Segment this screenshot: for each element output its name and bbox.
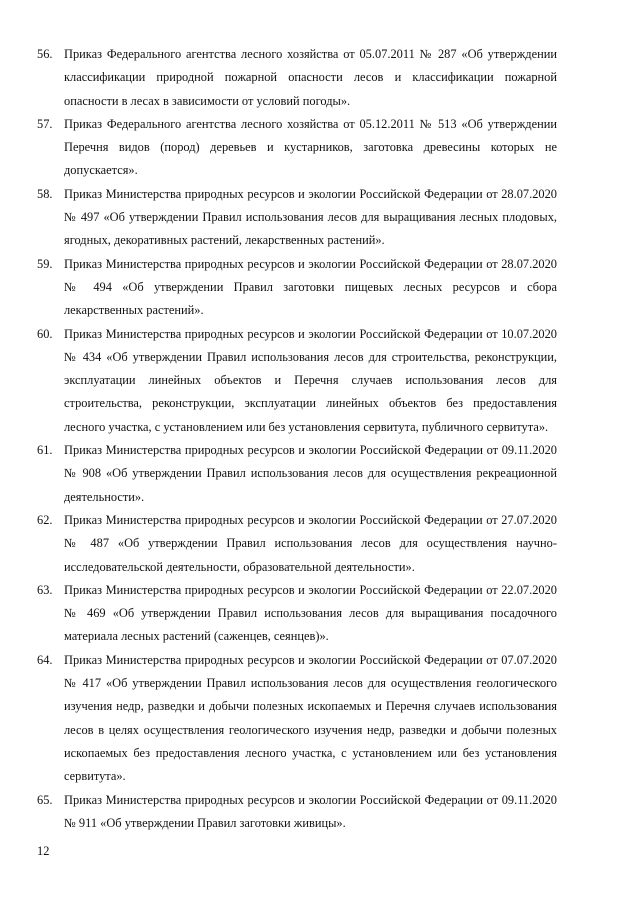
item-number: 56. bbox=[37, 47, 53, 61]
item-number: 57. bbox=[37, 116, 53, 131]
list-item bbox=[37, 509, 557, 579]
item-text: Приказ Федерального агентства лесного хозяйства от 05.12.2011 № 513 «Об утверждении Перечня видов (пород) деревьев и кустарников, заготовка древесины которых не допускается». bbox=[64, 116, 557, 178]
list-item bbox=[37, 649, 557, 789]
item-number: 59. bbox=[37, 256, 53, 271]
item-number: 58. bbox=[37, 186, 53, 201]
item-text: Приказ Министерства природных ресурсов и экологии Российской Федерации от 10.07.2020 № 434 «Об утверждении Правил использования лесов для строительства, реконструкции, эксплуатации линейных объектов и Перечня случаев использования лесов для строительства, реконструкции, эксплуатации линейных объектов без предоставления лесного участка, с установлением или без установления сервитута, публичного сервитута». bbox=[64, 326, 557, 434]
list-item bbox=[37, 439, 557, 509]
item-text: Приказ Министерства природных ресурсов и экологии Российской Федерации от 27.07.2020 № 487 «Об утверждении Правил использования лесов для осуществления научно-исследовательской деятельности, образовательной деятельности». bbox=[64, 512, 557, 574]
list-item bbox=[37, 43, 557, 113]
item-number: 65. bbox=[37, 792, 53, 807]
document-page bbox=[37, 43, 557, 835]
list-item bbox=[37, 579, 557, 649]
item-text: Приказ Федерального агентства лесного хозяйства от 05.07.2011 № 287 «Об утверждении классификации природной пожарной опасности лесов и классификации пожарной опасности в лесах в зависимости от условий погоды». bbox=[64, 47, 557, 108]
item-number: 64. bbox=[37, 652, 53, 667]
list-item bbox=[37, 253, 557, 323]
item-number: 60. bbox=[37, 326, 53, 341]
item-number: 61. bbox=[37, 443, 53, 458]
list-item bbox=[37, 183, 557, 253]
item-text: Приказ Министерства природных ресурсов и экологии Российской Федерации от 28.07.2020 № 497 «Об утверждении Правил использования лесов для выращивания лесных плодовых, ягодных, декоративных растений, лекарственных растений». bbox=[64, 186, 557, 248]
list-item bbox=[37, 323, 557, 439]
list-item bbox=[37, 113, 557, 183]
page-number: 12 bbox=[37, 844, 50, 858]
item-text: Приказ Министерства природных ресурсов и экологии Российской Федерации от 09.11.2020 № 908 «Об утверждении Правил использования лесов для осуществления рекреационной деятельности». bbox=[64, 443, 557, 504]
item-text: Приказ Министерства природных ресурсов и экологии Российской Федерации от 07.07.2020 № 417 «Об утверждении Правил использования лесов для осуществления геологического изучения недр, разведки и добычи полезных ископаемых и Перечня случаев использования лесов в целях осуществления геологического изучения недр, разведки и добычи полезных ископаемых без предоставления лесного участка, с установлением или без установления сервитута». bbox=[64, 652, 557, 784]
item-text: Приказ Министерства природных ресурсов и экологии Российской Федерации от 22.07.2020 № 469 «Об утверждении Правил использования лесов для выращивания посадочного материала лесных растений (саженцев, сеянцев)». bbox=[64, 582, 557, 644]
list-item bbox=[37, 789, 557, 836]
item-text: Приказ Министерства природных ресурсов и экологии Российской Федерации от 09.11.2020 № 911 «Об утверждении Правил заготовки живицы». bbox=[64, 792, 557, 830]
item-number: 63. bbox=[37, 582, 53, 597]
item-number: 62. bbox=[37, 512, 53, 527]
item-text: Приказ Министерства природных ресурсов и экологии Российской Федерации от 28.07.2020 № 494 «Об утверждении Правил заготовки пищевых лесных ресурсов и сбора лекарственных растений». bbox=[64, 256, 557, 318]
